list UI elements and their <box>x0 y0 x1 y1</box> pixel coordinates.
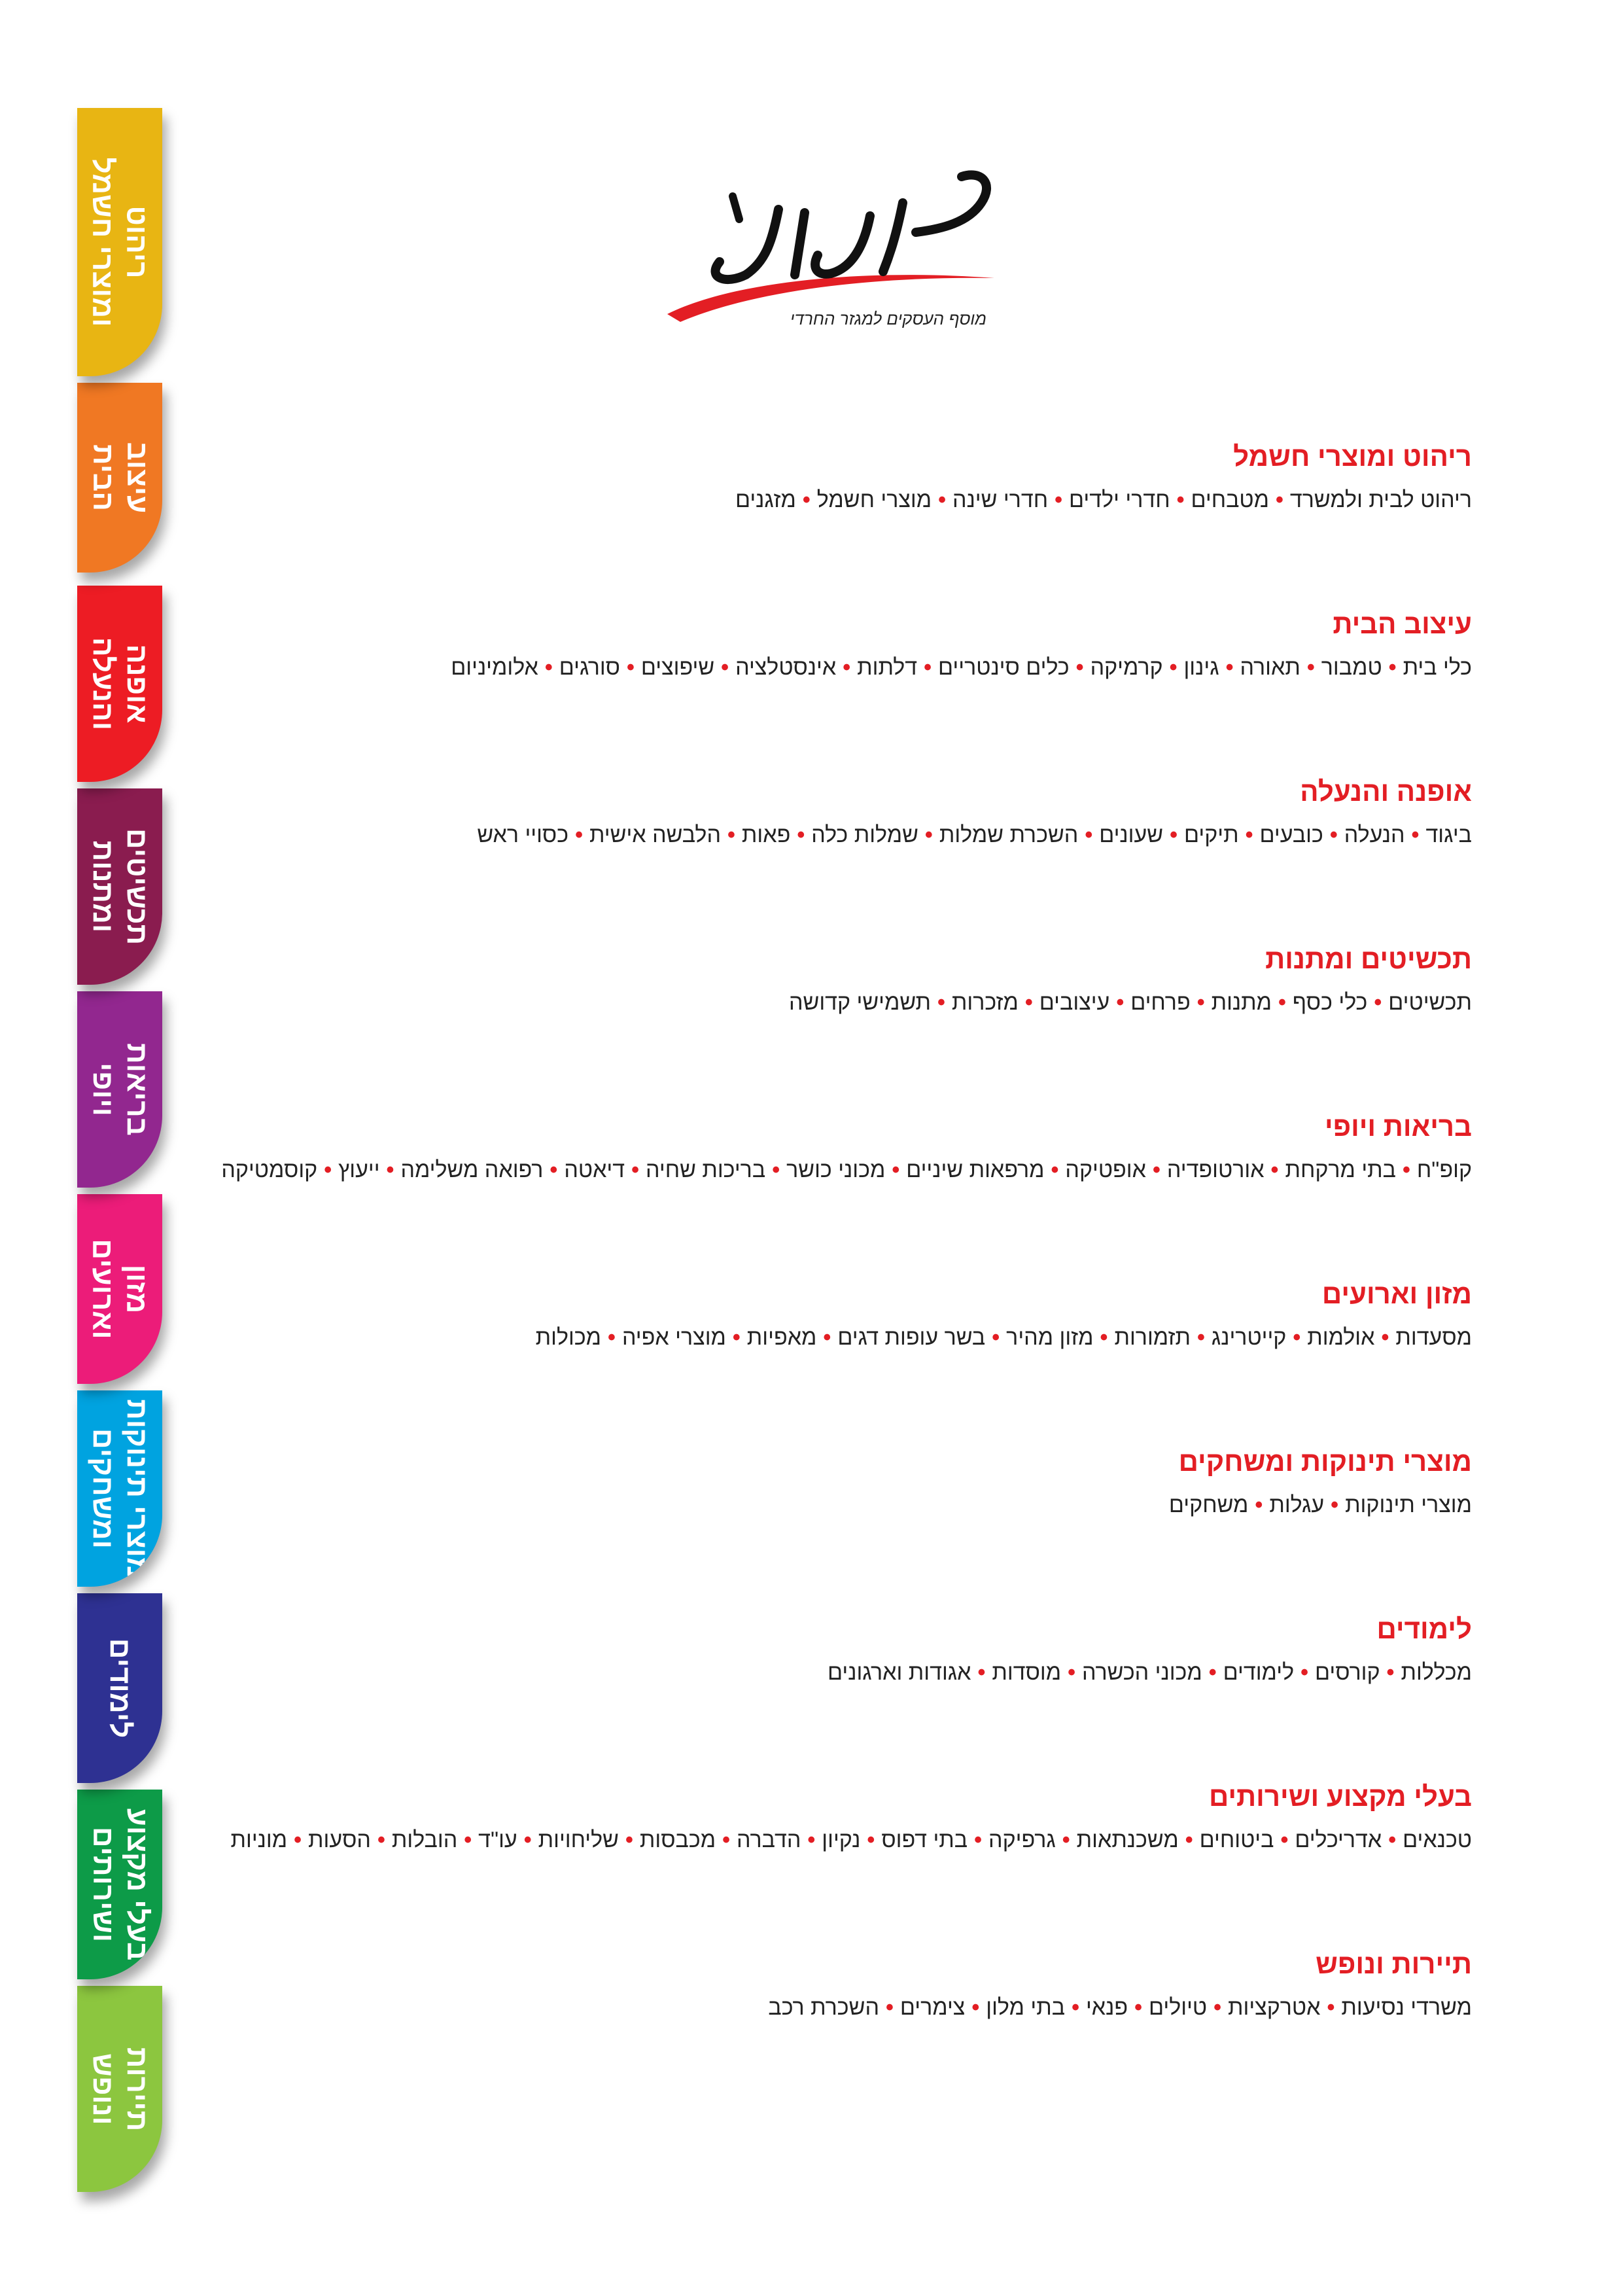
category-item: אדריכלים <box>1295 1828 1382 1852</box>
bullet-separator-icon: • <box>1293 1325 1301 1350</box>
category-item: כלי בית <box>1403 655 1472 680</box>
bullet-separator-icon: • <box>1331 1492 1339 1517</box>
bullet-separator-icon: • <box>1225 655 1234 680</box>
bullet-separator-icon: • <box>924 655 932 680</box>
bullet-separator-icon: • <box>1116 990 1125 1015</box>
side-tab[interactable] <box>77 991 162 1188</box>
category-item: הלבשה אישית <box>589 822 721 847</box>
category-item: עו"ד <box>478 1828 517 1852</box>
bullet-separator-icon: • <box>1275 487 1283 512</box>
side-tab-label-line: מזון <box>121 1264 153 1314</box>
bullet-separator-icon: • <box>1072 1995 1079 2020</box>
category-item: קייטרינג <box>1211 1325 1287 1350</box>
bullet-separator-icon: • <box>1169 655 1178 680</box>
category-item: מכולות <box>535 1325 602 1350</box>
side-tab-label-line: לימודים <box>104 1638 137 1739</box>
side-tab-label <box>86 2047 154 2130</box>
category-section <box>209 438 1472 516</box>
side-tab-label <box>86 157 154 327</box>
bullet-separator-icon: • <box>294 1828 302 1852</box>
category-item: גינון <box>1183 655 1219 680</box>
category-item: מתנות <box>1211 990 1272 1015</box>
bullet-separator-icon: • <box>867 1828 875 1852</box>
category-item: גרפיקה <box>988 1828 1056 1852</box>
category-item: מכוני הכשרה <box>1081 1660 1202 1685</box>
section-title: בעלי מקצוע ושירותים <box>1208 1781 1472 1812</box>
bullet-separator-icon: • <box>1085 822 1093 847</box>
side-tab-label <box>86 637 154 730</box>
bullet-separator-icon: • <box>1134 1995 1143 2020</box>
bullet-separator-icon: • <box>924 822 933 847</box>
category-item: שליחויות <box>538 1828 619 1852</box>
bullet-separator-icon: • <box>892 1157 900 1182</box>
category-item: תכשיטים <box>1388 990 1472 1015</box>
bullet-separator-icon: • <box>1270 1157 1279 1182</box>
bullet-separator-icon: • <box>377 1828 385 1852</box>
category-item: השכרת שמלות <box>939 822 1079 847</box>
category-item: ייעוץ <box>338 1157 380 1182</box>
bullet-separator-icon: • <box>1196 990 1205 1015</box>
bullet-separator-icon: • <box>523 1828 532 1852</box>
category-item: כלי כסף <box>1292 990 1368 1015</box>
category-item: הדברה <box>736 1828 801 1852</box>
bullet-separator-icon: • <box>823 1325 831 1350</box>
category-section <box>209 1946 1472 2023</box>
category-section <box>209 606 1472 683</box>
category-item: טיולים <box>1149 1995 1208 2020</box>
bullet-separator-icon: • <box>1280 1828 1289 1852</box>
side-tab[interactable] <box>77 586 162 782</box>
category-item: דיאטה <box>564 1157 625 1182</box>
side-tab-label <box>103 1638 137 1738</box>
bullet-separator-icon: • <box>1386 1660 1395 1685</box>
category-item: דלתות <box>857 655 918 680</box>
category-item: קופ"ח <box>1416 1157 1472 1182</box>
section-items <box>209 1154 1472 1186</box>
bullet-separator-icon: • <box>772 1157 780 1182</box>
category-section <box>209 1611 1472 1688</box>
category-item: קוסמטיקה <box>221 1157 318 1182</box>
category-item: תאורה <box>1240 655 1300 680</box>
category-item: מזון מהיר <box>1006 1325 1094 1350</box>
category-item: ביטוחים <box>1199 1828 1274 1852</box>
bullet-separator-icon: • <box>386 1157 394 1182</box>
category-item: בתי דפוס <box>881 1828 968 1852</box>
side-tab[interactable] <box>77 1986 162 2192</box>
category-item: מכללות <box>1401 1660 1472 1685</box>
category-item: אופטיקה <box>1065 1157 1146 1182</box>
side-tab[interactable] <box>77 1790 162 1979</box>
category-item: קרמיקה <box>1090 655 1163 680</box>
side-tab-label-line: בעלי מקצוע <box>121 1808 154 1961</box>
category-item: בתי מלון <box>986 1995 1066 2020</box>
category-section <box>209 1778 1472 1856</box>
section-items <box>209 987 1472 1018</box>
side-tab-label-line: מוצרי תינוקות <box>121 1399 154 1578</box>
category-item: מזגנים <box>735 487 796 512</box>
bullet-separator-icon: • <box>971 1995 980 2020</box>
bullet-separator-icon: • <box>1170 822 1178 847</box>
category-item: מוצרי חשמל <box>816 487 932 512</box>
bullet-separator-icon: • <box>1255 1492 1263 1517</box>
category-item: מטבחים <box>1191 487 1269 512</box>
category-item: מכבסות <box>639 1828 716 1852</box>
category-item: חדרי ילדים <box>1069 487 1170 512</box>
bullet-separator-icon: • <box>324 1157 332 1182</box>
side-tab-label <box>86 1399 154 1578</box>
category-item: משרדי נסיעות <box>1341 1995 1472 2020</box>
category-item: הנעלה <box>1344 822 1405 847</box>
category-item: ביגוד <box>1425 822 1472 847</box>
bullet-separator-icon: • <box>977 1660 986 1685</box>
bullet-separator-icon: • <box>1300 1660 1308 1685</box>
section-items <box>209 819 1472 851</box>
bullet-separator-icon: • <box>1388 655 1397 680</box>
bullet-separator-icon: • <box>732 1325 741 1350</box>
category-item: הובלות <box>391 1828 458 1852</box>
category-item: צימרים <box>899 1995 966 2020</box>
bullet-separator-icon: • <box>843 655 851 680</box>
side-tab-label <box>86 1809 154 1961</box>
section-items <box>209 1824 1472 1856</box>
bullet-separator-icon: • <box>722 1828 730 1852</box>
category-item: בשר עופות דגים <box>837 1325 986 1350</box>
bullet-separator-icon: • <box>1374 990 1382 1015</box>
category-item: מזכרות <box>951 990 1019 1015</box>
bullet-separator-icon: • <box>1306 655 1315 680</box>
category-item: מכוני כושר <box>786 1157 886 1182</box>
category-item: בתי מרקחת <box>1285 1157 1397 1182</box>
category-item: השכרת רכב <box>768 1995 880 2020</box>
bullet-separator-icon: • <box>1388 1828 1397 1852</box>
category-item: מרפאות שיניים <box>906 1157 1045 1182</box>
bullet-separator-icon: • <box>1100 1325 1108 1350</box>
bullet-separator-icon: • <box>550 1157 558 1182</box>
category-item: טמבור <box>1321 655 1382 680</box>
bullet-separator-icon: • <box>608 1325 616 1350</box>
bullet-separator-icon: • <box>1024 990 1033 1015</box>
category-item: עיצובים <box>1039 990 1110 1015</box>
category-item: אולמות <box>1307 1325 1375 1350</box>
bullet-separator-icon: • <box>626 655 635 680</box>
bullet-separator-icon: • <box>1068 1660 1075 1685</box>
category-item: רפואה משלימה <box>400 1157 544 1182</box>
category-item: סורגים <box>559 655 620 680</box>
category-item: מוסדות <box>992 1660 1062 1685</box>
side-tab-label <box>86 828 154 945</box>
bullet-separator-icon: • <box>1196 1325 1205 1350</box>
bullet-separator-icon: • <box>1411 822 1420 847</box>
bullet-separator-icon: • <box>1403 1157 1410 1182</box>
bullet-separator-icon: • <box>1176 487 1185 512</box>
side-tab-label-line: תיירות <box>120 2047 153 2131</box>
section-items <box>209 1489 1472 1521</box>
side-tab[interactable] <box>77 108 162 376</box>
side-tab-label-line: בריאות <box>121 1043 154 1136</box>
side-tab-label <box>86 442 154 514</box>
category-section <box>209 773 1472 851</box>
category-item: אלומיניום <box>451 655 538 680</box>
side-tab-label-line: ריהוט <box>121 205 153 279</box>
bullet-separator-icon: • <box>992 1325 1000 1350</box>
side-tab-label-line: ומתנות <box>87 840 120 933</box>
side-tab-label-line: עיצוב <box>121 442 153 514</box>
category-item: משכנתאות <box>1076 1828 1179 1852</box>
bullet-separator-icon: • <box>721 655 729 680</box>
side-tab-label-line: ומוצרי חשמל <box>87 157 119 327</box>
category-item: משחקים <box>1168 1492 1249 1517</box>
bullet-separator-icon: • <box>1185 1828 1193 1852</box>
section-items <box>209 1657 1472 1688</box>
category-item: בריכות שחיה <box>646 1157 766 1182</box>
bullet-separator-icon: • <box>631 1157 640 1182</box>
bullet-separator-icon: • <box>807 1828 816 1852</box>
bullet-separator-icon: • <box>974 1828 983 1852</box>
side-tab-label-line: ושירותים <box>87 1826 120 1943</box>
category-item: עגלות <box>1269 1492 1325 1517</box>
side-tab[interactable] <box>77 1194 162 1384</box>
category-section <box>209 941 1472 1018</box>
logo <box>654 157 1021 347</box>
bullet-separator-icon: • <box>1208 1660 1217 1685</box>
side-tab-label-line: וארועים <box>87 1239 119 1339</box>
category-item: פרחים <box>1130 990 1191 1015</box>
bullet-separator-icon: • <box>938 487 947 512</box>
section-title: מוצרי תינוקות ומשחקים <box>1178 1446 1472 1477</box>
bullet-separator-icon: • <box>625 1828 633 1852</box>
category-item: אגודות וארגונים <box>828 1660 971 1685</box>
bullet-separator-icon: • <box>727 822 735 847</box>
side-tab-label-line: אופנה <box>121 644 153 724</box>
category-item: כסויי ראש <box>477 822 569 847</box>
category-item: טכנאים <box>1403 1828 1472 1852</box>
side-tab[interactable] <box>77 383 162 573</box>
bullet-separator-icon: • <box>1213 1995 1222 2020</box>
side-tabs <box>77 108 162 2192</box>
section-title: מזון וארועים <box>1321 1279 1472 1309</box>
section-items <box>209 484 1472 516</box>
category-item: תזמורות <box>1114 1325 1191 1350</box>
category-section <box>209 1276 1472 1353</box>
section-title: תכשיטים ומתנות <box>1265 944 1472 974</box>
category-item: קורסים <box>1315 1660 1380 1685</box>
category-item: שמלות כלה <box>811 822 918 847</box>
side-tab-label <box>86 1239 154 1339</box>
side-tab-label-line: הבית <box>87 444 119 511</box>
category-item: נקיון <box>822 1828 861 1852</box>
bullet-separator-icon: • <box>1278 990 1286 1015</box>
category-item: אטרקציות <box>1228 1995 1321 2020</box>
category-item: לימודים <box>1223 1660 1295 1685</box>
category-item: כלים סינטריים <box>938 655 1070 680</box>
category-item: ריהוט לבית ולמשרד <box>1289 487 1472 512</box>
bullet-separator-icon: • <box>1152 1157 1161 1182</box>
bullet-separator-icon: • <box>1329 822 1338 847</box>
category-item: מסעדות <box>1395 1325 1472 1350</box>
bullet-separator-icon: • <box>1051 1157 1059 1182</box>
bullet-separator-icon: • <box>1055 487 1063 512</box>
bullet-separator-icon: • <box>802 487 811 512</box>
side-tab[interactable] <box>77 1593 162 1783</box>
category-item: חדרי שינה <box>952 487 1049 512</box>
category-item: מוניות <box>230 1828 288 1852</box>
side-tab-label-line: ונופש <box>86 2053 119 2125</box>
section-items <box>209 1322 1472 1353</box>
side-tab-label-line: ויופי <box>87 1063 120 1116</box>
section-title: עיצוב הבית <box>1333 609 1472 639</box>
category-item: כובעים <box>1259 822 1323 847</box>
category-section <box>209 1443 1472 1521</box>
section-title: בריאות ויופי <box>1325 1111 1472 1142</box>
section-title: תיירות ונופש <box>1316 1949 1472 1979</box>
bullet-separator-icon: • <box>1381 1325 1389 1350</box>
category-section <box>209 1108 1472 1186</box>
category-item: אינסטלציה <box>735 655 837 680</box>
category-item: שיפוצים <box>640 655 715 680</box>
category-item: מאפיות <box>746 1325 817 1350</box>
category-item: הסעות <box>308 1828 371 1852</box>
bullet-separator-icon: • <box>1075 655 1084 680</box>
side-tab-label <box>86 1043 154 1136</box>
category-item: פאות <box>741 822 791 847</box>
section-items <box>209 652 1472 683</box>
logo-tagline: מוסף העסקים למגזר החרדי <box>790 309 986 328</box>
bullet-separator-icon: • <box>886 1995 894 2020</box>
bullet-separator-icon: • <box>937 990 945 1015</box>
side-tab-label-line: והנעלה <box>87 637 119 731</box>
category-item: תשמישי קדושה <box>788 990 931 1015</box>
bullet-separator-icon: • <box>544 655 553 680</box>
bullet-separator-icon: • <box>1327 1995 1335 2020</box>
side-tab[interactable] <box>77 788 162 985</box>
side-tab-label-line: תכשיטים <box>121 828 154 945</box>
section-items <box>209 1992 1472 2023</box>
category-item: שעונים <box>1099 822 1164 847</box>
category-item: אורטופדיה <box>1166 1157 1265 1182</box>
section-title: לימודים <box>1376 1614 1472 1644</box>
section-title: אופנה והנעלה <box>1300 776 1472 807</box>
bullet-separator-icon: • <box>797 822 805 847</box>
bullet-separator-icon: • <box>464 1828 472 1852</box>
category-item: פנאי <box>1085 1995 1128 2020</box>
section-title: ריהוט ומוצרי חשמל <box>1233 441 1472 472</box>
bullet-separator-icon: • <box>1062 1828 1070 1852</box>
side-tab[interactable] <box>77 1390 162 1587</box>
bullet-separator-icon: • <box>575 822 583 847</box>
category-item: מוצרי אפיה <box>621 1325 726 1350</box>
category-item: תיקים <box>1184 822 1239 847</box>
category-item: מוצרי תינוקות <box>1345 1492 1472 1517</box>
side-tab-label-line: ומשחקים <box>87 1428 120 1549</box>
bullet-separator-icon: • <box>1245 822 1253 847</box>
